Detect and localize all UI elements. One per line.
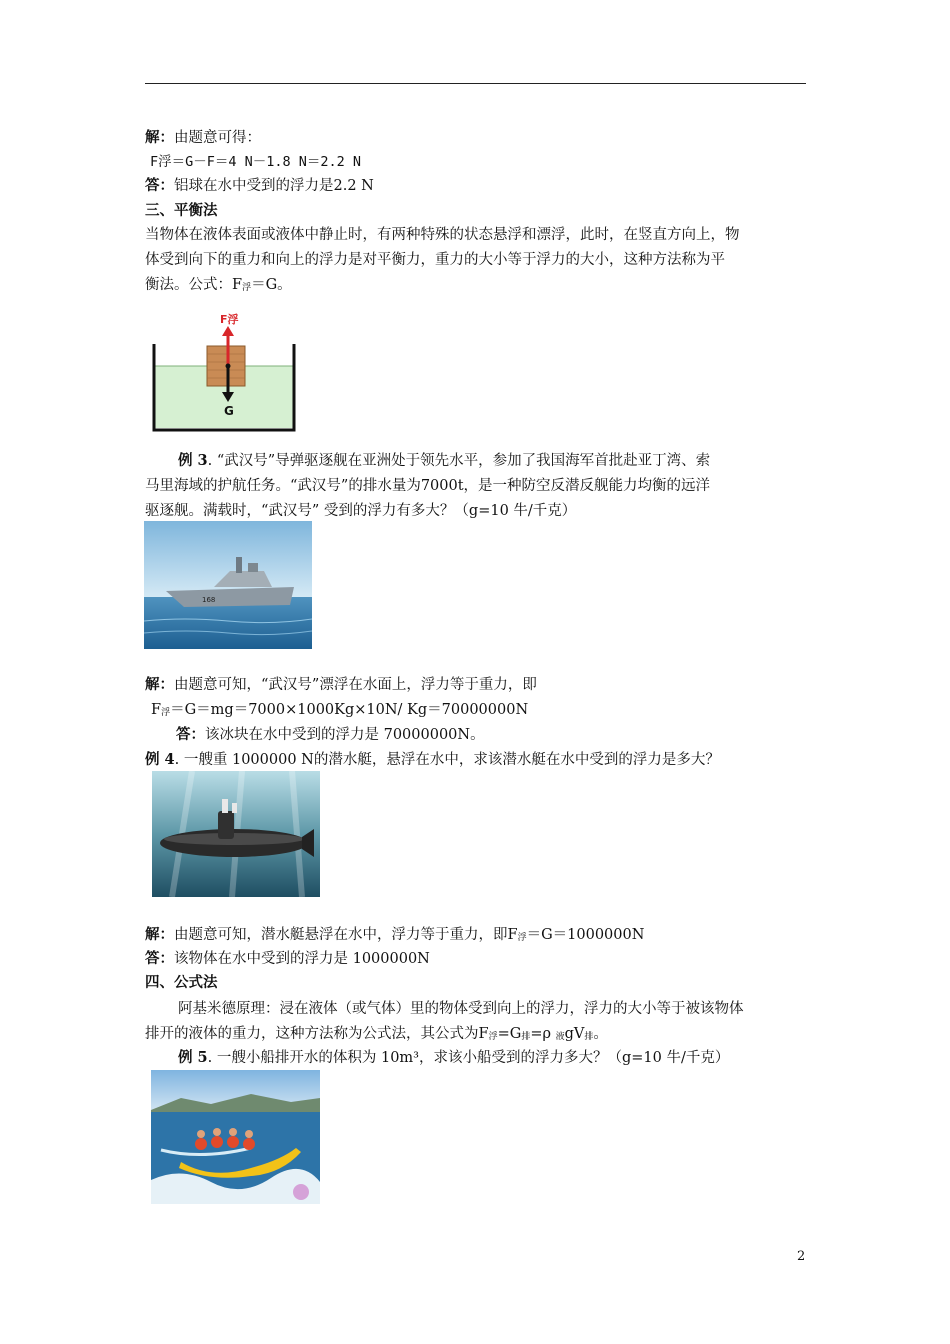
banana-boat-photo [151, 1070, 320, 1204]
gravity-label: G [224, 404, 234, 418]
solution-4-line: 解：由题意可知，潜水艇悬浮在水中，浮力等于重力，即F浮＝G＝1000000N [145, 926, 645, 943]
balance-diagram [150, 308, 300, 434]
paragraph-line: 阿基米德原理：浸在液体（或气体）里的物体受到向上的浮力，浮力的大小等于被该物体 [178, 1001, 744, 1017]
answer-3-line: 答：该冰块在水中受到的浮力是 70000000N。 [176, 726, 485, 743]
answer-line: 答：铝球在水中受到的浮力是2.2 N [145, 177, 374, 194]
section-heading-balance: 三、平衡法 [145, 202, 218, 219]
paragraph-line: 当物体在液体表面或液体中静止时，有两种特殊的状态悬浮和漂浮，此时，在竖直方向上，物 [145, 227, 740, 243]
formula-3-line: F浮＝G＝mg＝7000×1000Kg×10N/ Kg＝70000000N [151, 702, 529, 718]
example-3-line: 马里海域的护航任务。“武汉号”的排水量为7000t，是一种防空反潜反舰能力均衡的远洋 [145, 478, 711, 494]
page-number: 2 [797, 1249, 806, 1264]
submarine-photo [152, 771, 320, 897]
example-5-line: 例 5. 一艘小船排开水的体积为 10m³，求该小船受到的浮力多大？（g=10 牛/千克） [178, 1049, 730, 1066]
example-3-line: 驱逐舰。满载时，“武汉号” 受到的浮力有多大？（g=10 牛/千克） [145, 503, 577, 519]
warship-photo [144, 521, 312, 649]
paragraph-line: 体受到向下的重力和向上的浮力是对平衡力，重力的大小等于浮力的大小，这种方法称为平 [145, 252, 725, 268]
solution-3-line: 解：由题意可知，“武汉号”漂浮在水面上，浮力等于重力，即 [145, 676, 537, 693]
example-4-line: 例 4. 一艘重 1000000 N的潜水艇，悬浮在水中，求该潜水艇在水中受到的浮力是多大？ [145, 751, 720, 768]
hull-number: 168 [202, 596, 216, 604]
section-heading-formula: 四、公式法 [145, 974, 218, 991]
formula-line: F浮＝G－F＝4 N－1.8 N＝2.2 N [150, 154, 362, 170]
buoyancy-label: F浮 [220, 313, 239, 326]
example-3-line: 例 3. “武汉号”导弹驱逐舰在亚洲处于领先水平，参加了我国海军首批赴亚丁湾、索 [178, 452, 711, 469]
header-rule [145, 83, 806, 84]
solution-line: 解：由题意可得： [145, 129, 261, 146]
paragraph-line: 排开的液体的重力，这种方法称为公式法，其公式为F浮=G排=ρ 液gV排。 [145, 1026, 608, 1042]
paragraph-line: 衡法。公式：F浮＝G。 [145, 277, 292, 293]
answer-4-line: 答：该物体在水中受到的浮力是 1000000N [145, 950, 430, 967]
